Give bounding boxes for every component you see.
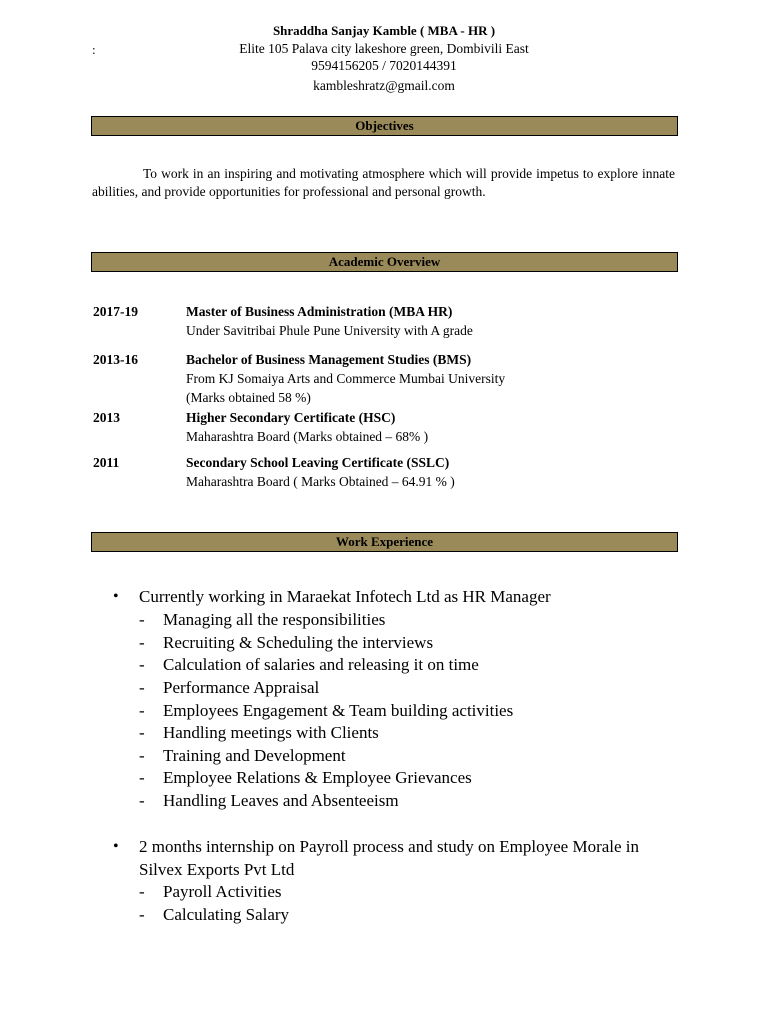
candidate-name: Shraddha Sanjay Kamble ( MBA - HR ) — [272, 23, 496, 38]
task-item: Handling Leaves and Absenteeism — [163, 791, 399, 810]
dash-icon: - — [139, 678, 145, 697]
task-item: Employees Engagement & Team building activities — [163, 701, 514, 720]
dash-icon: - — [139, 746, 145, 765]
edu-degree: Master of Business Administration (MBA HR) — [186, 304, 453, 319]
edu-year: 2011 — [93, 455, 120, 470]
task-item: Training and Development — [163, 746, 346, 765]
task-item: Employee Relations & Employee Grievances — [163, 768, 472, 787]
edu-degree: Bachelor of Business Management Studies (BMS) — [186, 352, 472, 367]
job-title: Currently working in Maraekat Infotech Ltd as HR Manager — [139, 587, 551, 606]
edu-degree: Secondary School Leaving Certificate (SSLC) — [186, 455, 450, 470]
task-item: Calculation of salaries and releasing it on time — [163, 655, 479, 674]
dash-icon: - — [139, 723, 145, 742]
edu-year: 2013-16 — [93, 352, 138, 367]
dash-icon: - — [139, 882, 145, 901]
section-objectives: Objectives — [91, 116, 678, 136]
dash-icon: - — [139, 768, 145, 787]
edu-degree: Higher Secondary Certificate (HSC) — [186, 410, 396, 425]
edu-detail: Under Savitribai Phule Pune University with A grade — [186, 323, 473, 338]
dash-icon: - — [139, 701, 145, 720]
section-work-experience: Work Experience — [91, 532, 678, 552]
bullet-icon: • — [113, 588, 119, 605]
job-title: 2 months internship on Payroll process and study on Employee Morale in Silvex Exports Pvt Ltd — [139, 837, 640, 879]
edu-year: 2017-19 — [93, 304, 138, 319]
dash-icon: - — [139, 633, 145, 652]
dash-icon: - — [139, 655, 145, 674]
edu-detail: From KJ Somaiya Arts and Commerce Mumbai University — [186, 371, 506, 386]
dash-icon: - — [139, 791, 145, 810]
section-academic-overview: Academic Overview — [91, 252, 678, 272]
task-item: Recruiting & Scheduling the interviews — [163, 633, 434, 652]
header-colon: : — [92, 42, 96, 57]
edu-detail: Maharashtra Board (Marks obtained – 68% ) — [186, 429, 429, 444]
task-item: Managing all the responsibilities — [163, 610, 386, 629]
task-item: Performance Appraisal — [163, 678, 320, 697]
dash-icon: - — [139, 610, 145, 629]
phone-numbers: 9594156205 / 7020144391 — [311, 58, 457, 73]
task-item: Calculating Salary — [163, 905, 290, 924]
address: Elite 105 Palava city lakeshore green, Dombivili East — [239, 41, 529, 56]
edu-detail: (Marks obtained 58 %) — [186, 390, 311, 405]
edu-detail: Maharashtra Board ( Marks Obtained – 64.91 % ) — [186, 474, 455, 489]
edu-year: 2013 — [93, 410, 120, 425]
task-item: Payroll Activities — [163, 882, 282, 901]
bullet-icon: • — [113, 838, 119, 855]
email: kambleshratz@gmail.com — [313, 78, 455, 93]
dash-icon: - — [139, 905, 145, 924]
objective-text: To work in an inspiring and motivating atmosphere which will provide impetus to explore innate abilities, and provide opportunities for professional and personal growth. — [92, 166, 675, 199]
task-item: Handling meetings with Clients — [163, 723, 379, 742]
